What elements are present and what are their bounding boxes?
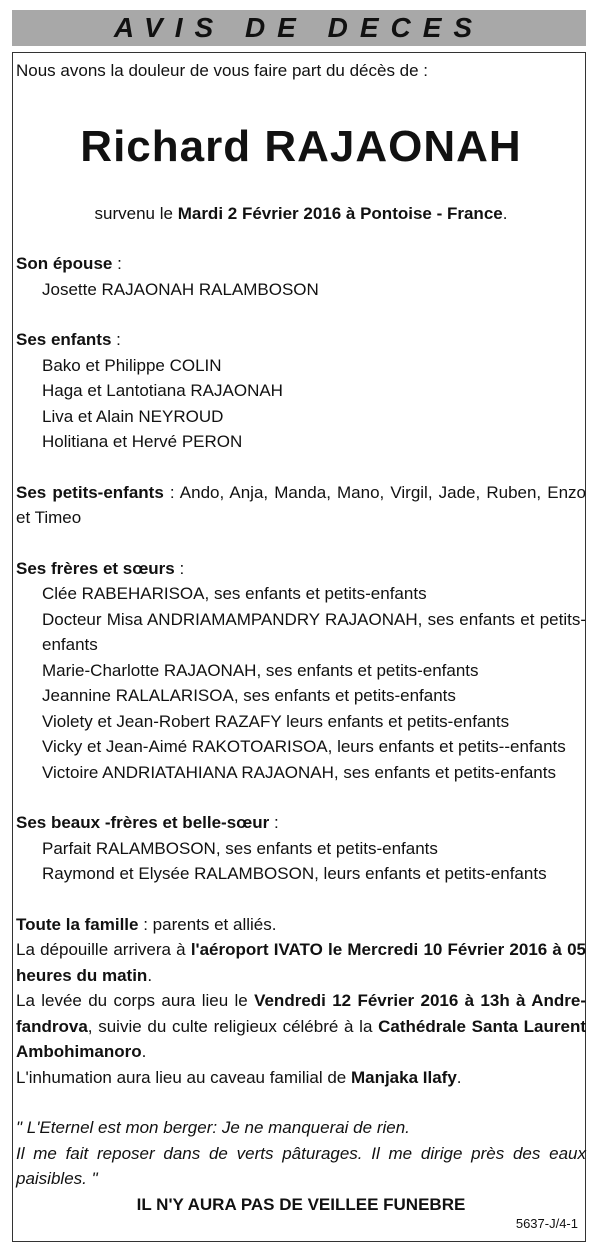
- list-item: Bako et Philippe COLIN: [42, 355, 222, 375]
- famille-line: Toute la famille : parents et alliés.: [16, 914, 277, 934]
- beaux-heading: Ses beaux -frères et belle-sœur :: [16, 813, 279, 832]
- list-item: Raymond et Elysée RALAMBOSON, leurs enfants et petits-enfants: [42, 864, 547, 883]
- list-item: Marie-Charlotte RAJAONAH, ses enfants et petits-enfants: [42, 660, 479, 680]
- depouille-paragraph: La dépouille arrivera à l'aéroport IVATO le Mercredi 10 Février 2016 à 05 heures du matin.: [16, 940, 586, 985]
- inhumation-line: L'inhumation aura lieu au caveau familial de Manjaka Ilafy.: [16, 1067, 462, 1087]
- final-notice: IL N'Y AURA PAS DE VEILLEE FUNEBRE: [136, 1194, 466, 1214]
- epouse-name: Josette RAJAONAH RALAMBOSON: [42, 279, 319, 299]
- petits-enfants-paragraph: Ses petits-enfants : Ando, Anja, Manda, Mano, Virgil, Jade, Ruben, Enzo et Timeo: [16, 482, 586, 527]
- epouse-heading: Son épouse :: [16, 254, 122, 273]
- quote-line-2: Il me fait reposer dans de verts pâturages. Il me dirige près des eaux paisibles. ": [16, 1143, 586, 1188]
- deceased-name: Richard RAJAONAH: [80, 121, 522, 171]
- enfants-heading: Ses enfants :: [16, 330, 121, 349]
- list-item: Vicky et Jean-Aimé RAKOTOARISOA, leurs enfants et petits--enfants: [42, 737, 566, 756]
- quote-line-1: " L'Eternel est mon berger: Je ne manquerai de rien.: [16, 1118, 410, 1137]
- list-item: Clée RABEHARISOA, ses enfants et petits-enfants: [42, 584, 427, 603]
- levee-paragraph: La levée du corps aura lieu le Vendredi 12 Février 2016 à 13h à Andre-fandrova, suivie du culte religieux célébré à la Cathédrale Santa Laurent Ambohimanoro.: [16, 991, 586, 1061]
- list-item: Parfait RALAMBOSON, ses enfants et petits-enfants: [42, 838, 438, 858]
- freres-heading: Ses frères et sœurs :: [16, 558, 185, 578]
- list-item: Haga et Lantotiana RAJAONAH: [42, 381, 283, 400]
- intro-text: Nous avons la douleur de vous faire part du décès de :: [16, 61, 429, 80]
- reference-code: 5637-J/4-1: [515, 1216, 578, 1231]
- list-item: Jeannine RALALARISOA, ses enfants et petits-enfants: [42, 686, 456, 705]
- header-banner: [12, 10, 586, 46]
- list-item: Docteur Misa ANDRIAMAMPANDRY RAJAONAH, ses enfants et petits-enfants: [42, 609, 586, 654]
- notice-content: [16, 58, 586, 1217]
- header-title: AVIS DE DECES: [113, 12, 485, 43]
- list-item: Liva et Alain NEYROUD: [42, 406, 224, 426]
- death-info: survenu le Mardi 2 Février 2016 à Pontoise - France.: [94, 203, 508, 223]
- list-item: Holitiana et Hervé PERON: [42, 432, 243, 451]
- list-item: Violety et Jean-Robert RAZAFY leurs enfants et petits-enfants: [42, 711, 510, 731]
- list-item: Victoire ANDRIATAHIANA RAJAONAH, ses enfants et petits-enfants: [42, 762, 556, 782]
